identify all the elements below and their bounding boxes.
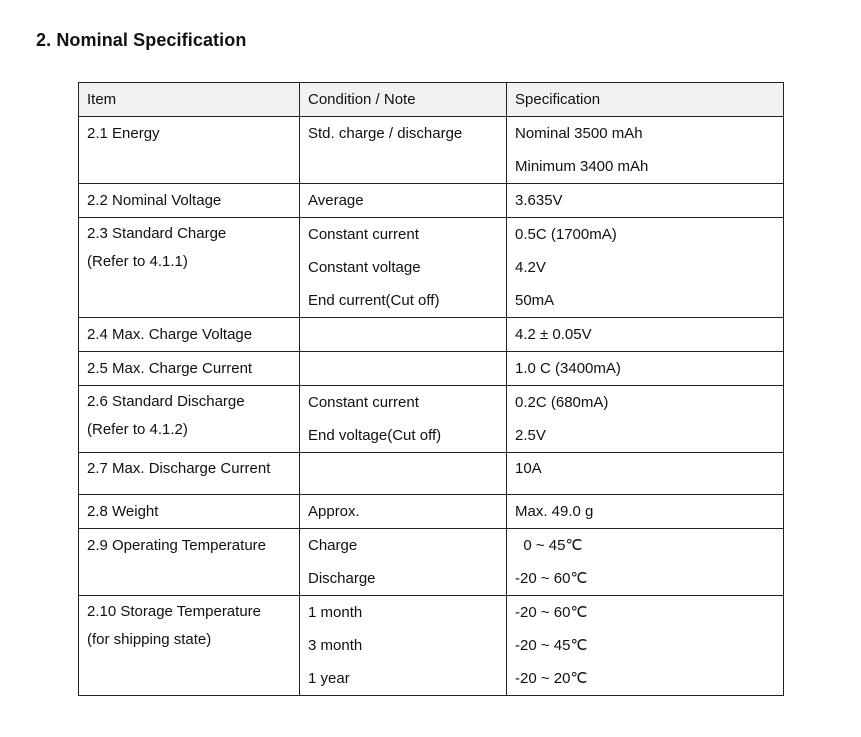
condition-cell [300, 529, 507, 596]
spec-value: Max. 49.0 g [515, 503, 594, 520]
item-sublabel: (for shipping state) [87, 631, 212, 648]
item-cell [79, 352, 300, 386]
item-cell [79, 184, 300, 218]
condition-label: Discharge [308, 570, 376, 587]
nominal-specification-table [78, 82, 784, 696]
header-item: Item [79, 83, 300, 117]
condition-label: Constant current [308, 226, 419, 243]
condition-label: Approx. [308, 503, 360, 520]
condition-label: Std. charge / discharge [308, 125, 463, 142]
condition-cell [300, 352, 507, 386]
condition-label: Average [308, 192, 364, 209]
item-cell [79, 596, 300, 696]
spec-cell [507, 529, 784, 596]
spec-value: 0.2C (680mA) [515, 394, 609, 411]
spec-value: -20 ~ 20℃ [515, 670, 588, 687]
condition-label: End voltage(Cut off) [308, 427, 442, 444]
item-label: 2.2 Nominal Voltage [87, 192, 222, 209]
item-cell [79, 386, 300, 453]
item-label: 2.8 Weight [87, 503, 159, 520]
condition-label [308, 150, 498, 183]
table-row [79, 386, 784, 453]
condition-label: 1 month [308, 604, 363, 621]
table-row [79, 529, 784, 596]
condition-label: Constant voltage [308, 259, 421, 276]
item-label: 2.7 Max. Discharge Current [87, 460, 271, 477]
condition-cell [300, 453, 507, 495]
item-cell [79, 529, 300, 596]
spec-cell [507, 596, 784, 696]
spec-value: 50mA [515, 292, 555, 309]
table-header-row [79, 83, 784, 117]
item-sublabel: (Refer to 4.1.2) [87, 421, 188, 438]
condition-cell [300, 184, 507, 218]
condition-label: Charge [308, 537, 358, 554]
item-cell [79, 453, 300, 495]
condition-cell [300, 495, 507, 529]
item-sublabel: (Refer to 4.1.1) [87, 253, 188, 270]
table-row [79, 495, 784, 529]
item-label: 2.5 Max. Charge Current [87, 360, 253, 377]
condition-label [308, 318, 498, 351]
spec-value: 0 ~ 45℃ [515, 537, 583, 554]
spec-value: Nominal 3500 mAh [515, 125, 643, 142]
table-row [79, 184, 784, 218]
condition-label: 1 year [308, 670, 350, 687]
header-condition: Condition / Note [300, 83, 507, 117]
table-row [79, 352, 784, 386]
table-row [79, 453, 784, 495]
spec-cell [507, 184, 784, 218]
condition-cell [300, 386, 507, 453]
spec-cell [507, 386, 784, 453]
item-label: 2.3 Standard Charge [87, 225, 227, 242]
spec-value: -20 ~ 60℃ [515, 604, 588, 621]
spec-cell [507, 495, 784, 529]
spec-value: -20 ~ 45℃ [515, 637, 588, 654]
spec-value: 2.5V [515, 427, 546, 444]
condition-cell [300, 218, 507, 318]
spec-value: Minimum 3400 mAh [515, 158, 649, 175]
spec-value: 4.2V [515, 259, 546, 276]
table-row [79, 318, 784, 352]
condition-cell [300, 318, 507, 352]
spec-value: 1.0 C (3400mA) [515, 360, 621, 377]
item-cell [79, 495, 300, 529]
table-row [79, 117, 784, 184]
condition-label [308, 453, 498, 494]
item-cell [79, 218, 300, 318]
item-label: 2.9 Operating Temperature [87, 537, 266, 554]
spec-value: 10A [515, 460, 542, 477]
section-title: 2. Nominal Specification [36, 30, 247, 50]
item-cell [79, 117, 300, 184]
table-row [79, 596, 784, 696]
condition-label [308, 352, 498, 385]
item-cell [79, 318, 300, 352]
spec-value: 3.635V [515, 192, 563, 209]
condition-label: 3 month [308, 637, 363, 654]
spec-value: 4.2 ± 0.05V [515, 326, 592, 343]
spec-value: 0.5C (1700mA) [515, 226, 617, 243]
spec-cell [507, 352, 784, 386]
item-label: 2.10 Storage Temperature [87, 603, 262, 620]
spec-cell [507, 117, 784, 184]
item-label: 2.6 Standard Discharge [87, 393, 245, 410]
item-label: 2.4 Max. Charge Voltage [87, 326, 253, 343]
item-label: 2.1 Energy [87, 125, 160, 142]
header-specification: Specification [507, 83, 784, 117]
condition-label: End current(Cut off) [308, 292, 440, 309]
condition-cell [300, 596, 507, 696]
spec-cell [507, 318, 784, 352]
spec-cell [507, 453, 784, 495]
spec-value: -20 ~ 60℃ [515, 570, 588, 587]
condition-cell [300, 117, 507, 184]
table-row [79, 218, 784, 318]
spec-cell [507, 218, 784, 318]
condition-label: Constant current [308, 394, 419, 411]
